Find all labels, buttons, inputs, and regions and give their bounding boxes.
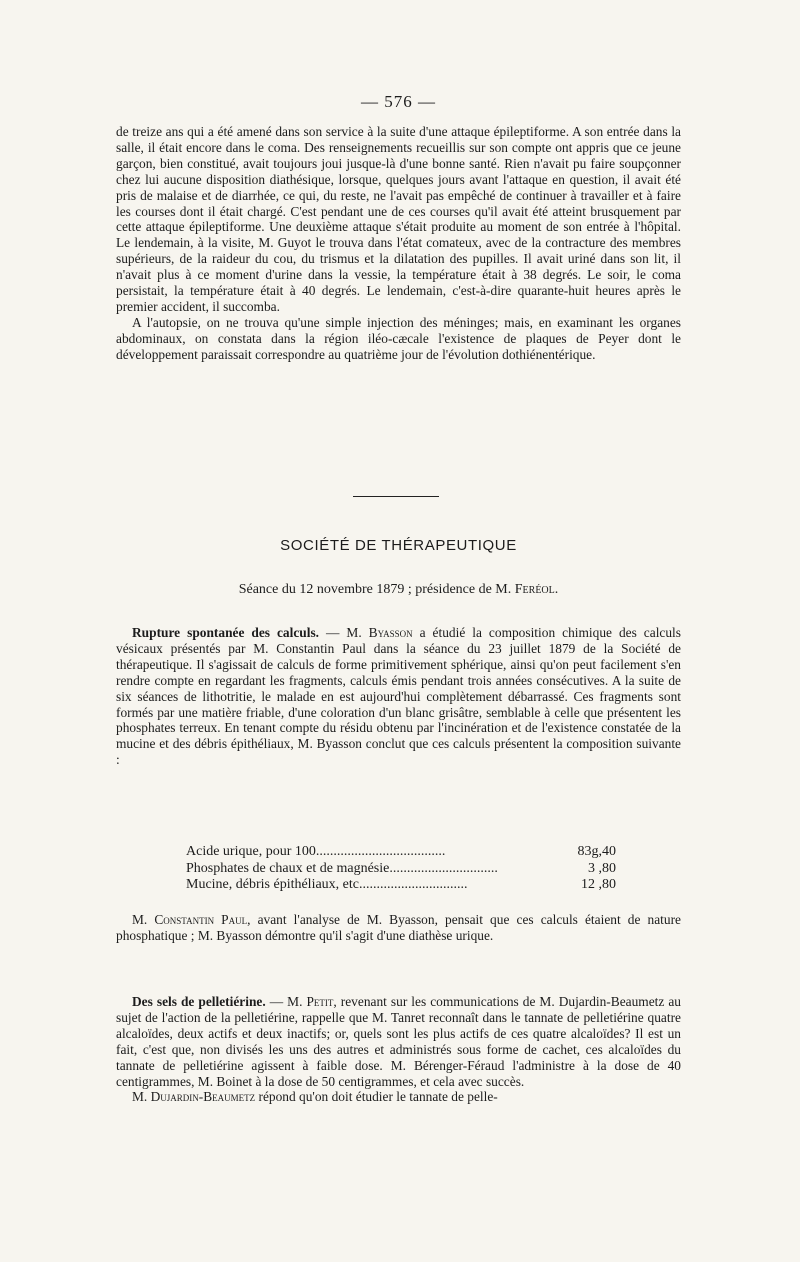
composition-row bbox=[186, 861, 616, 878]
constantin-section bbox=[116, 912, 681, 944]
intro-paragraph-2: A l'autopsie, on ne trouva qu'une simple injection des méninges; mais, en examinant les organes abdominaux, on constata dans la région iléo-cæcale l'existence de plaques de Peyer dont le développement paraissait correspondre au quatrième jour de l'évolution dothiénentérique. bbox=[116, 314, 681, 362]
composition-row bbox=[186, 877, 616, 894]
composition-label: Phosphates de chaux et de magnésie............................... bbox=[186, 860, 498, 876]
rupture-section bbox=[116, 625, 681, 768]
rupture-paragraph bbox=[116, 625, 681, 768]
composition-row bbox=[186, 844, 616, 861]
rupture-title: Rupture spontanée des calculs. bbox=[132, 625, 320, 640]
sels-section bbox=[116, 994, 681, 1105]
section-title: SOCIÉTÉ DE THÉRAPEUTIQUE bbox=[280, 537, 517, 554]
seance-line bbox=[116, 582, 681, 598]
sels-title: Des sels de pelletiérine. bbox=[132, 994, 266, 1009]
dujardin-author: M. Dujardin-Beaumetz bbox=[132, 1089, 256, 1105]
composition-label: Acide urique, pour 100..................................... bbox=[186, 844, 446, 859]
constantin-author: M. Constantin Paul, bbox=[132, 912, 251, 927]
sels-text: revenant sur les communications de M. Dujardin-Beaumetz au sujet de l'action de la pelletiérine, rappelle que M. Tanret reconnaît dans le tannate de pelletiérine quatre alcaloïdes, deux actifs et deux inactifs; or, quels sont les plus actifs de ces quatre alcaloïdes? Il est un fait, c'est que, non divisés les uns des autres et administrés sous forme de cachet, ces alcaloïdes du tannate de pelletiérine agissent à faible dose. M. Bérenger-Féraud l'administre à la dose de 40 centigrammes, M. Boinet à la dose de 50 centigrammes, et cela avec succès. bbox=[116, 994, 681, 1089]
rupture-dash: — M. bbox=[319, 625, 369, 640]
dujardin-paragraph bbox=[116, 1089, 681, 1105]
rupture-author: Byasson bbox=[368, 625, 413, 640]
seance-text: Séance du 12 novembre 1879 ; présidence de M. bbox=[238, 582, 512, 597]
composition-value: 83g,40 bbox=[577, 844, 616, 859]
composition-value: 3 ,80 bbox=[588, 860, 616, 876]
sels-author: Petit, bbox=[306, 994, 337, 1009]
seance-president: Feréol. bbox=[514, 582, 559, 597]
rupture-text: a étudié la composition chimique des calculs vésicaux présentés par M. Constantin Paul dans la séance du 23 juillet 1879 de la Société de thérapeutique. Il s'agissait de calculs de forme primitivement sphérique, ainsi qu'on peut facilement s'en rendre compte en regardant les fragments, calculs émis pendant trois années consécutives. A la suite de six séances de lithotritie, le malade en est aujourd'hui complètement débarrassé. Ces fragments sont formés par une matière friable, d'une coloration d'un blanc grisâtre, semblable à celle que présentent les phosphates terreux. En tenant compte du résidu obtenu par l'incinération et de l'existence constatée de la mucine et des débris épithéliaux, M. Byasson conclut que ces calculs présentent la composition suivante : bbox=[116, 625, 681, 768]
sels-dash: — M. bbox=[265, 994, 307, 1009]
intro-paragraph-1: de treize ans qui a été amené dans son service à la suite d'une attaque épileptiforme. A son entrée dans la salle, il était encore dans le coma. Des renseignements recueillis sur son compte ont appris que ce jeune garçon, bien constitué, avait toujours joui jusque-là d'une bonne santé. Rien n'avait pu faire soupçonner chez lui aucune disposition diathésique, lorsque, quelques jours avant l'attaque en question, il avait été pris de malaise et de diarrhée, ce qui, du reste, ne l'avait pas empêché de continuer à travailler et à faire les courses dont il était chargé. C'est pendant une de ces courses qu'il avait été atteint brusquement par cette attaque épileptiforme. Une deuxième attaque s'était produite au moment de son entrée à l'hôpital. Le lendemain, à la visite, M. Guyot le trouva dans l'état comateux, avec de la contracture des membres supérieurs, de la raideur du cou, du trismus et la dilatation des pupilles. Il avait uriné dans son lit, il n'avait plus à ce moment d'urine dans la vessie, la température était à 38 degrés. Le soir, le coma persistait, la température était à 40 degrés. Le lendemain, c'est-à-dire quarante-huit heures après le premier accident, il succomba. bbox=[116, 124, 681, 314]
sels-paragraph bbox=[116, 994, 681, 1089]
composition-label: Mucine, débris épithéliaux, etc............................... bbox=[186, 877, 468, 892]
constantin-paragraph bbox=[116, 912, 681, 944]
section-divider bbox=[353, 496, 439, 497]
composition-value: 12 ,80 bbox=[581, 877, 616, 892]
composition-table bbox=[186, 844, 616, 894]
dujardin-text: répond qu'on doit étudier le tannate de pelle- bbox=[255, 1089, 498, 1105]
constantin-text: avant l'analyse de M. Byasson, pensait que ces calculs étaient de nature phosphatique ; M. Byasson démontre qu'il s'agit d'une diathèse urique. bbox=[116, 912, 681, 943]
intro-text bbox=[116, 124, 681, 363]
page-number: — 576 — bbox=[361, 92, 436, 111]
